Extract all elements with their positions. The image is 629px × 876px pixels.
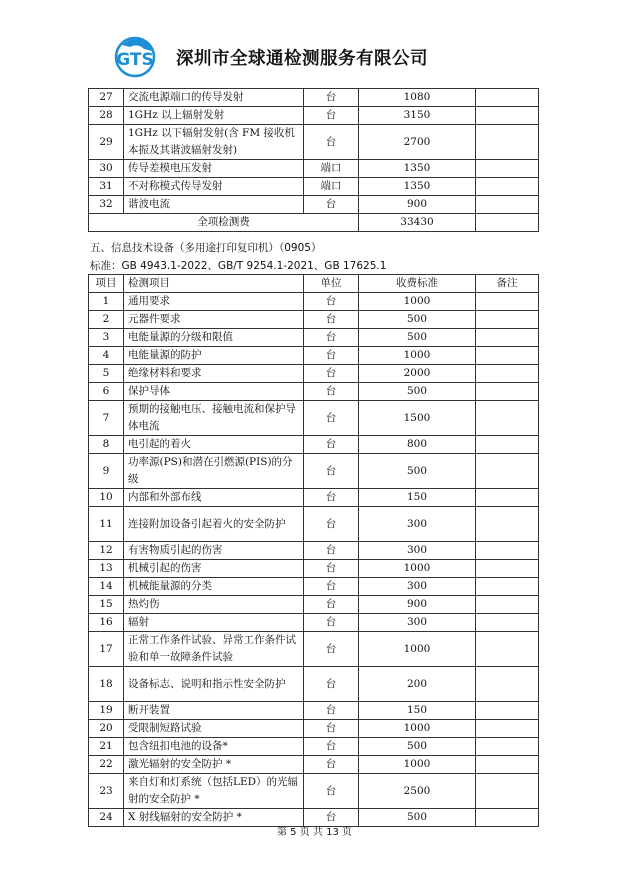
row-item: 热灼伤 [124, 596, 304, 614]
table-row [89, 454, 539, 489]
row-item: 有害物质引起的伤害 [124, 542, 304, 560]
row-item: 设备标志、说明和指示性安全防护 [124, 667, 304, 702]
row-note [476, 596, 539, 614]
row-number: 16 [89, 614, 124, 632]
company-name: 深圳市全球通检测服务有限公司 [176, 48, 428, 69]
row-item: 连接附加设备引起着火的安全防护 [124, 507, 304, 542]
table-row [89, 738, 539, 756]
row-note [476, 436, 539, 454]
row-fee: 1000 [359, 632, 476, 667]
row-fee: 2000 [359, 365, 476, 383]
table-row [89, 542, 539, 560]
row-unit: 台 [304, 196, 359, 214]
row-note [476, 542, 539, 560]
row-fee: 500 [359, 311, 476, 329]
row-number: 4 [89, 347, 124, 365]
row-note [476, 401, 539, 436]
row-fee: 500 [359, 738, 476, 756]
row-item: 内部和外部布线 [124, 489, 304, 507]
header-item: 检测项目 [124, 275, 304, 293]
row-number: 15 [89, 596, 124, 614]
row-item: 通用要求 [124, 293, 304, 311]
table-header-row [89, 275, 539, 293]
row-note [476, 738, 539, 756]
row-unit: 台 [304, 578, 359, 596]
row-number: 17 [89, 632, 124, 667]
row-fee: 500 [359, 454, 476, 489]
row-fee: 1500 [359, 401, 476, 436]
row-number: 29 [89, 125, 124, 160]
row-item: 谐波电流 [124, 196, 304, 214]
row-note [476, 667, 539, 702]
row-note [476, 329, 539, 347]
row-unit: 台 [304, 667, 359, 702]
row-fee: 1350 [359, 160, 476, 178]
row-note [476, 196, 539, 214]
row-fee: 150 [359, 702, 476, 720]
section-standard: 标准：GB 4943.1-2022、GB/T 9254.1-2021、GB 17625.1 [90, 260, 387, 272]
page-number: 第 5 页 共 13 页 [277, 827, 352, 838]
row-number: 31 [89, 178, 124, 196]
row-item: 机械能量源的分类 [124, 578, 304, 596]
row-item: 交流电源端口的传导发射 [124, 89, 304, 107]
table-row [89, 756, 539, 774]
row-note [476, 614, 539, 632]
row-fee: 800 [359, 436, 476, 454]
fee-table-continued [88, 88, 539, 232]
row-fee: 200 [359, 667, 476, 702]
table-row [89, 383, 539, 401]
row-note [476, 107, 539, 125]
table-row [89, 293, 539, 311]
row-note [476, 454, 539, 489]
row-unit: 台 [304, 311, 359, 329]
row-fee: 2500 [359, 774, 476, 809]
row-note [476, 560, 539, 578]
row-unit: 端口 [304, 160, 359, 178]
row-fee: 500 [359, 809, 476, 827]
row-note [476, 702, 539, 720]
row-item: 辐射 [124, 614, 304, 632]
row-unit: 台 [304, 489, 359, 507]
total-note [476, 214, 539, 232]
table-row [89, 365, 539, 383]
header-fee: 收费标准 [359, 275, 476, 293]
table-row [89, 702, 539, 720]
row-number: 2 [89, 311, 124, 329]
table-row [89, 596, 539, 614]
row-item: 电引起的着火 [124, 436, 304, 454]
table-row [89, 107, 539, 125]
row-fee: 500 [359, 329, 476, 347]
row-fee: 1000 [359, 293, 476, 311]
row-number: 24 [89, 809, 124, 827]
row-number: 14 [89, 578, 124, 596]
row-fee: 1000 [359, 560, 476, 578]
row-item: 电能量源的分级和限值 [124, 329, 304, 347]
row-fee: 1080 [359, 89, 476, 107]
row-item: 来自灯和灯系统（包括LED）的光辐射的安全防护 * [124, 774, 304, 809]
row-item: 断开装置 [124, 702, 304, 720]
row-item: 绝缘材料和要求 [124, 365, 304, 383]
row-unit: 台 [304, 542, 359, 560]
table-row [89, 401, 539, 436]
row-fee: 900 [359, 196, 476, 214]
total-value: 33430 [359, 214, 476, 232]
row-number: 19 [89, 702, 124, 720]
row-unit: 台 [304, 125, 359, 160]
table-row [89, 578, 539, 596]
row-number: 10 [89, 489, 124, 507]
row-item: 预期的接触电压、接触电流和保护导体电流 [124, 401, 304, 436]
row-item: X 射线辐射的安全防护 * [124, 809, 304, 827]
row-unit: 台 [304, 774, 359, 809]
row-item: 机械引起的伤害 [124, 560, 304, 578]
row-number: 30 [89, 160, 124, 178]
row-item: 1GHz 以下辐射发射(含 FM 接收机本振及其谐波辐射发射) [124, 125, 304, 160]
row-unit: 台 [304, 720, 359, 738]
table-row [89, 178, 539, 196]
row-number: 5 [89, 365, 124, 383]
row-fee: 300 [359, 507, 476, 542]
row-note [476, 160, 539, 178]
header-note: 备注 [476, 275, 539, 293]
row-unit: 台 [304, 383, 359, 401]
row-number: 13 [89, 560, 124, 578]
row-unit: 台 [304, 809, 359, 827]
row-note [476, 756, 539, 774]
row-note [476, 578, 539, 596]
table-row [89, 720, 539, 738]
row-number: 3 [89, 329, 124, 347]
logo-text: GTS [116, 50, 154, 70]
row-note [476, 311, 539, 329]
row-item: 传导差模电压发射 [124, 160, 304, 178]
row-fee: 2700 [359, 125, 476, 160]
row-note [476, 632, 539, 667]
row-unit: 台 [304, 89, 359, 107]
table-row [89, 560, 539, 578]
row-number: 20 [89, 720, 124, 738]
row-fee: 150 [359, 489, 476, 507]
row-fee: 300 [359, 614, 476, 632]
table-row [89, 774, 539, 809]
row-number: 11 [89, 507, 124, 542]
total-label: 全项检测费 [89, 214, 359, 232]
row-fee: 1350 [359, 178, 476, 196]
row-note [476, 720, 539, 738]
row-fee: 300 [359, 542, 476, 560]
row-item: 受限制短路试验 [124, 720, 304, 738]
row-unit: 台 [304, 596, 359, 614]
fee-table [88, 274, 539, 827]
row-unit: 台 [304, 560, 359, 578]
row-unit: 台 [304, 293, 359, 311]
gts-logo [106, 35, 164, 79]
row-note [476, 178, 539, 196]
row-unit: 台 [304, 738, 359, 756]
row-note [476, 347, 539, 365]
row-fee: 1000 [359, 720, 476, 738]
table-row [89, 89, 539, 107]
row-number: 6 [89, 383, 124, 401]
table-row [89, 436, 539, 454]
row-note [476, 89, 539, 107]
row-note [476, 383, 539, 401]
table-row [89, 507, 539, 542]
table-row [89, 667, 539, 702]
row-note [476, 365, 539, 383]
letterhead [106, 34, 428, 80]
row-item: 正常工作条件试验、异常工作条件试验和单一故障条件试验 [124, 632, 304, 667]
row-unit: 台 [304, 347, 359, 365]
row-fee: 3150 [359, 107, 476, 125]
row-note [476, 507, 539, 542]
row-number: 28 [89, 107, 124, 125]
row-number: 9 [89, 454, 124, 489]
row-unit: 台 [304, 507, 359, 542]
row-number: 18 [89, 667, 124, 702]
row-fee: 500 [359, 383, 476, 401]
table-row [89, 125, 539, 160]
row-unit: 端口 [304, 178, 359, 196]
row-item: 不对称模式传导发射 [124, 178, 304, 196]
row-note [476, 774, 539, 809]
row-number: 32 [89, 196, 124, 214]
header-no: 项目 [89, 275, 124, 293]
table-row [89, 489, 539, 507]
row-unit: 台 [304, 329, 359, 347]
row-item: 电能量源的防护 [124, 347, 304, 365]
row-unit: 台 [304, 454, 359, 489]
table-row [89, 614, 539, 632]
row-unit: 台 [304, 107, 359, 125]
table-row [89, 160, 539, 178]
section-title: 五、信息技术设备（多用途打印复印机）（0905） [90, 242, 322, 254]
row-number: 12 [89, 542, 124, 560]
header-unit: 单位 [304, 275, 359, 293]
row-item: 1GHz 以上辐射发射 [124, 107, 304, 125]
row-unit: 台 [304, 401, 359, 436]
row-item: 功率源(PS)和潜在引燃源(PIS)的分级 [124, 454, 304, 489]
row-number: 23 [89, 774, 124, 809]
row-number: 1 [89, 293, 124, 311]
row-note [476, 293, 539, 311]
row-item: 包含纽扣电池的设备* [124, 738, 304, 756]
row-item: 保护导体 [124, 383, 304, 401]
row-unit: 台 [304, 436, 359, 454]
row-item: 激光辐射的安全防护 * [124, 756, 304, 774]
row-fee: 1000 [359, 347, 476, 365]
table-row [89, 196, 539, 214]
row-fee: 900 [359, 596, 476, 614]
row-note [476, 125, 539, 160]
row-fee: 1000 [359, 756, 476, 774]
table-row [89, 632, 539, 667]
row-unit: 台 [304, 614, 359, 632]
table-row [89, 329, 539, 347]
row-fee: 300 [359, 578, 476, 596]
row-item: 元器件要求 [124, 311, 304, 329]
row-note [476, 489, 539, 507]
row-number: 27 [89, 89, 124, 107]
row-number: 7 [89, 401, 124, 436]
total-row [89, 214, 539, 232]
table-row [89, 311, 539, 329]
row-number: 22 [89, 756, 124, 774]
row-unit: 台 [304, 632, 359, 667]
row-unit: 台 [304, 365, 359, 383]
table-row [89, 347, 539, 365]
row-unit: 台 [304, 702, 359, 720]
row-number: 21 [89, 738, 124, 756]
row-number: 8 [89, 436, 124, 454]
row-unit: 台 [304, 756, 359, 774]
